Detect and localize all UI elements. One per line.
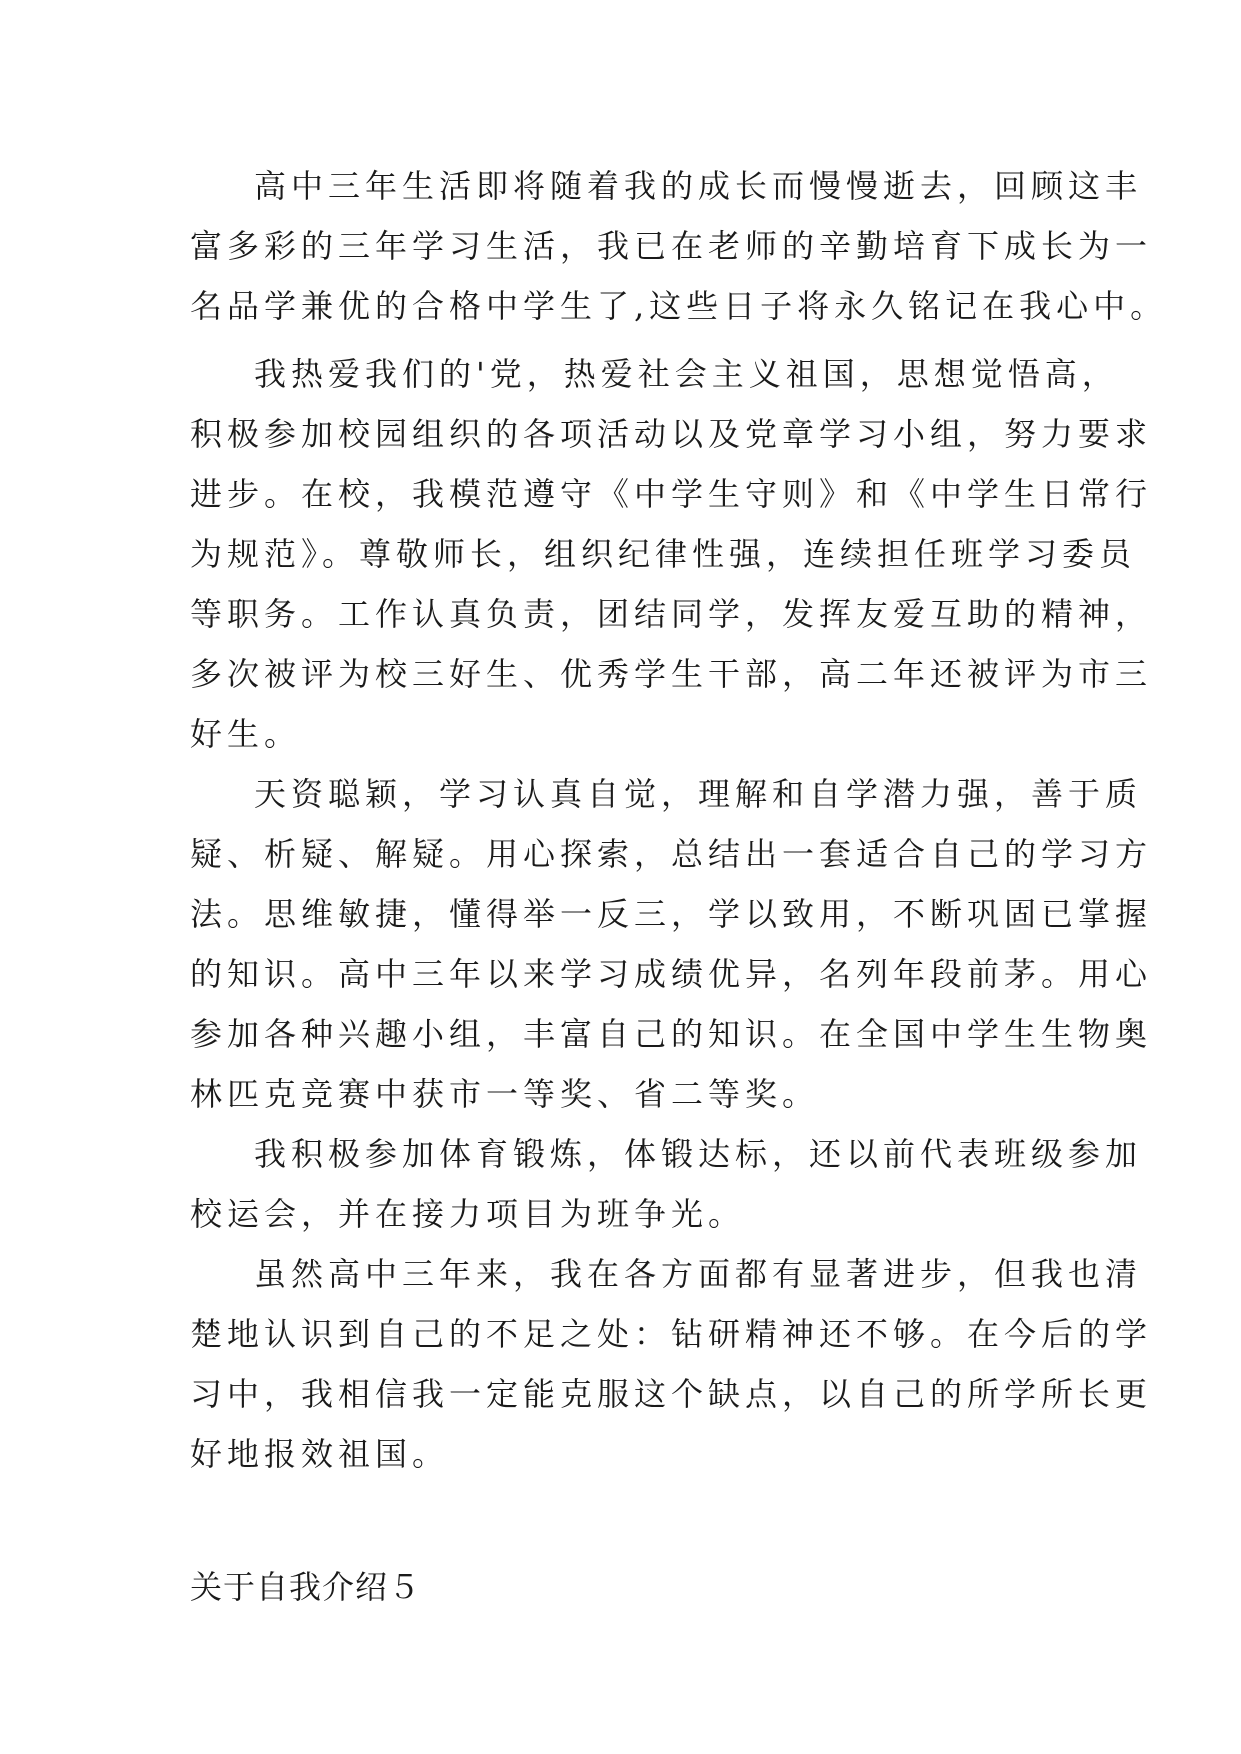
- text-line: 富多彩的三年学习生活，我已在老师的辛勤培育下成长为一: [190, 227, 1153, 265]
- text-line: 的知识。高中三年以来学习成绩优异，名列年段前茅。用心: [190, 955, 1153, 993]
- text-line: 习中，我相信我一定能克服这个缺点，以自己的所学所长更: [190, 1375, 1153, 1413]
- text-line: 虽然高中三年来，我在各方面都有显著进步，但我也清: [254, 1255, 1143, 1293]
- text-line: 进步。在校，我模范遵守《中学生守则》和《中学生日常行: [190, 475, 1153, 513]
- text-line: 参加各种兴趣小组，丰富自己的知识。在全国中学生生物奥: [190, 1015, 1153, 1053]
- text-line: 积极参加校园组织的各项活动以及党章学习小组，努力要求: [190, 415, 1153, 453]
- text-line: 楚地认识到自己的不足之处：钻研精神还不够。在今后的学: [190, 1315, 1153, 1353]
- text-line: 好地报效祖国。: [190, 1435, 450, 1473]
- text-line: 疑、析疑、解疑。用心探索，总结出一套适合自己的学习方: [190, 835, 1153, 873]
- section-heading: 关于自我介绍５: [190, 1568, 422, 1606]
- text-line: 校运会，并在接力项目为班争光。: [190, 1195, 746, 1233]
- text-line: 多次被评为校三好生、优秀学生干部，高二年还被评为市三: [190, 655, 1153, 693]
- text-line: 名品学兼优的合格中学生了,这些日子将永久铭记在我心中。: [190, 287, 1168, 325]
- text-line: 为规范》。尊敬师长，组织纪律性强，连续担任班学习委员: [190, 535, 1137, 573]
- text-line: 法。思维敏捷，懂得举一反三，学以致用，不断巩固已掌握: [190, 895, 1153, 933]
- text-line: 天资聪颖，学习认真自觉，理解和自学潜力强，善于质: [254, 775, 1143, 813]
- text-line: 等职务。工作认真负责，团结同学，发挥友爱互助的精神，: [190, 595, 1153, 633]
- text-line: 好生。: [190, 715, 302, 753]
- text-line: 我热爱我们的'党，热爱社会主义祖国，思想觉悟高，: [254, 355, 1119, 393]
- text-line: 我积极参加体育锻炼，体锻达标，还以前代表班级参加: [254, 1135, 1143, 1173]
- text-line: 高中三年生活即将随着我的成长而慢慢逝去，回顾这丰: [254, 167, 1143, 205]
- text-line: 林匹克竞赛中获市一等奖、省二等奖。: [190, 1075, 820, 1113]
